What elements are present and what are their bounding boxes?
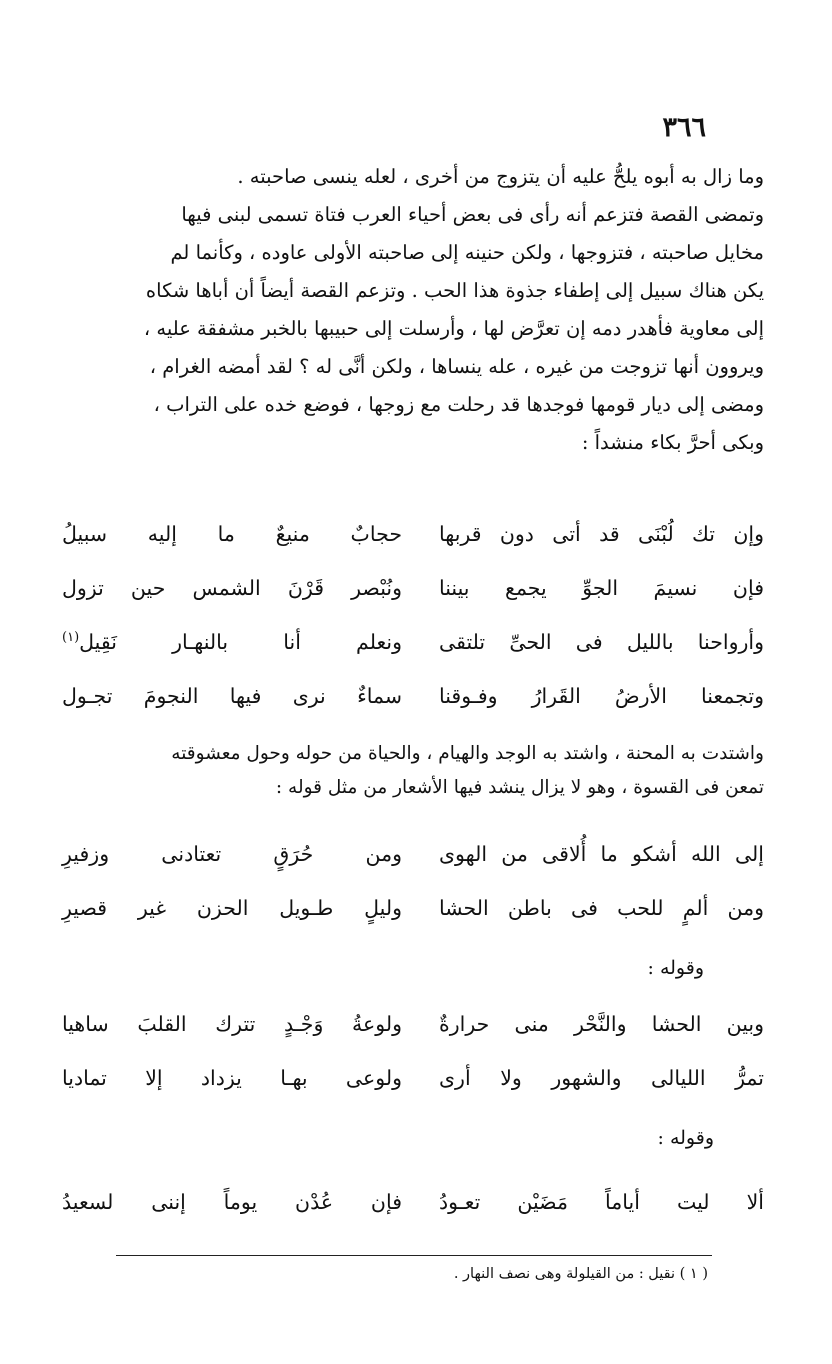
paragraph-2 [62,737,764,805]
verse-second-hemistich: فإن عُدْن يوماً إننى لسعيدُ [62,1190,402,1214]
verse-first-hemistich: وتجمعنا الأرضُ القَرارُ وفـوقنا [439,684,764,708]
poem-2 [62,842,764,950]
verse-intro: وقوله : [647,957,704,979]
verse-second-hemistich: سماءٌ نرى فيها النجومَ تجـول [62,684,402,708]
verse-first-hemistich: وإن تك لُبْنَى قد أتى دون قربها [439,522,764,546]
text-line: تمعن فى القسوة ، وهو لا يزال ينشد فيها الأشعار من مثل قوله : [275,777,764,798]
verse-line [62,896,764,950]
verse-line [62,522,764,576]
text-line: ويروون أنها تزوجت من غيره ، عله ينساها ، ولكن أنَّى له ؟ لقد أمضه الغرام ، [149,355,764,378]
text-line: مخايل صاحبته ، فتزوجها ، ولكن حنينه إلى صاحبته الأولى عاوده ، وكأنما لم [170,241,764,264]
text-line: وتمضى القصة فتزعم أنه رأى فى بعض أحياء العرب فتاة تسمى لبنى فيها [181,203,764,226]
paragraph-1 [62,158,764,462]
footnote-reference: (١) [62,630,80,646]
footnote-divider [116,1255,712,1256]
verse-first-hemistich: وبين الحشا والنَّحْر منى حرارةٌ [439,1012,764,1036]
verse-line [62,684,764,738]
verse-first-hemistich: ألا ليت أياماً مَضَيْن تعـودُ [439,1190,764,1214]
verse-second-hemistich [62,630,402,654]
verse-second-hemistich: ونُبْصر قَرْنَ الشمس حين تزول [62,576,402,600]
verse-first-hemistich: فإن نسيمَ الجوِّ يجمع بيننا [439,576,764,600]
verse-line [62,842,764,896]
poem-4 [62,1190,764,1244]
verse-first-hemistich: ومن ألمٍ للحب فى باطن الحشا [439,896,764,920]
text-line: يكن هناك سبيل إلى إطفاء جذوة هذا الحب . وتزعم القصة أيضاً أن أباها شكاه [145,279,764,302]
footnote: ( ١ ) نقيل : من القيلولة وهى نصف النهار . [453,1266,708,1282]
verse-second-hemistich: ولوعةُ وَجْـدٍ تترك القلبَ ساهيا [62,1012,402,1036]
poem-1 [62,522,764,738]
verse-text: ونعلم أنا بالنهـار نَقِيل [79,630,402,654]
text-line: وما زال به أبوه يلحُّ عليه أن يتزوج من أخرى ، لعله ينسى صاحبته . [237,165,764,188]
verse-first-hemistich: وأرواحنا بالليل فى الحىِّ تلتقى [439,630,764,654]
verse-second-hemistich: وليلٍ طـويل الحزن غير قصيرِ [62,896,402,920]
verse-first-hemistich: تمرُّ الليالى والشهور ولا أرى [439,1066,764,1090]
text-line: وبكى أحرَّ بكاء منشداً : [581,431,764,454]
verse-second-hemistich: ولوعى بهـا يزداد إلا تماديا [62,1066,402,1090]
verse-intro: وقوله : [657,1127,714,1149]
verse-second-hemistich: حجابٌ منيعٌ ما إليه سبيلُ [62,522,402,546]
verse-line [62,576,764,630]
text-line: واشتدت به المحنة ، واشتد به الوجد والهيام ، والحياة من حوله وحول معشوقته [171,743,764,764]
verse-line [62,1012,764,1066]
verse-line [62,1066,764,1120]
verse-line [62,1190,764,1244]
poem-3 [62,1012,764,1120]
verse-first-hemistich: إلى الله أشكو ما أُلاقى من الهوى [439,842,764,866]
text-line: إلى معاوية فأهدر دمه إن تعرَّض لها ، وأرسلت إلى حبيبها بالخبر مشفقة عليه ، [143,317,764,340]
verse-second-hemistich: ومن حُرَقٍ تعتادنى وزفيرِ [62,842,402,866]
page-number: ٣٦٦ [662,112,706,143]
verse-line [62,630,764,684]
text-line: ومضى إلى ديار قومها فوجدها قد رحلت مع زوجها ، فوضع خده على التراب ، [153,393,764,416]
